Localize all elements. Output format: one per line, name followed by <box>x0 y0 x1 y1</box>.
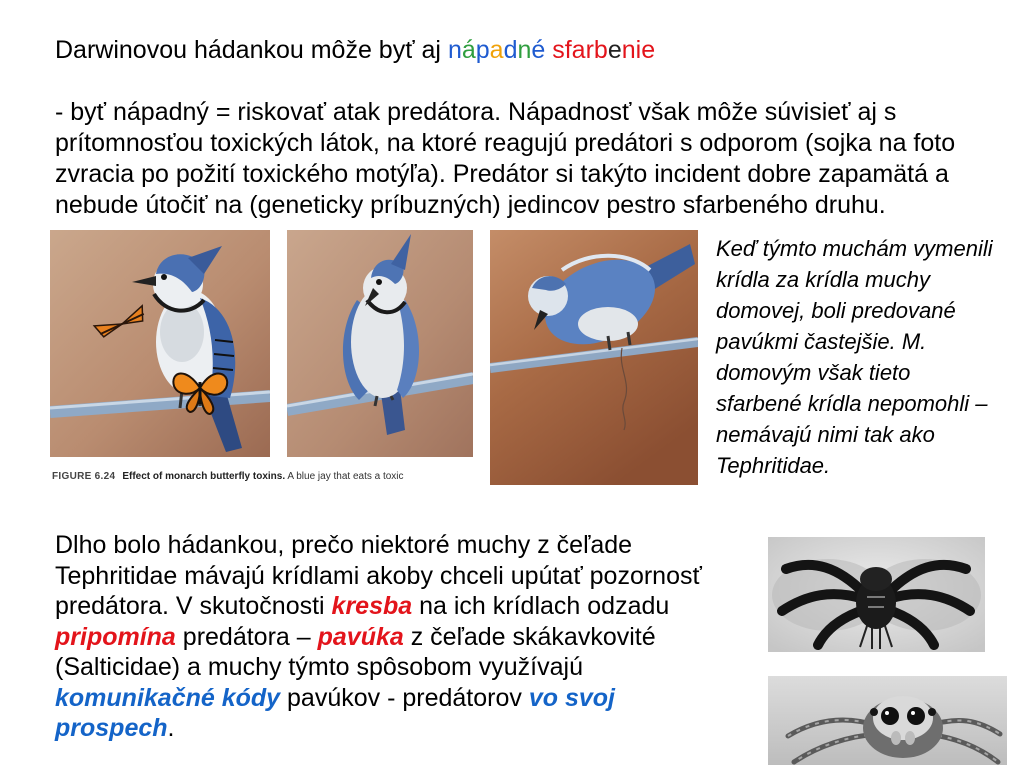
side-note-line: krídla za krídla muchy <box>716 267 930 292</box>
title-highlight-letter: p <box>475 36 490 64</box>
intro-paragraph <box>55 97 955 221</box>
figure-caption <box>52 470 404 484</box>
title-highlight-letter: é <box>531 36 553 64</box>
side-note-line: pavúkmi častejšie. M. <box>716 329 927 354</box>
intro-line: - byť nápadný = riskovať atak predátora. Nápadnosť však môže súvisieť aj s <box>55 98 897 126</box>
body-text: na ich krídlach odzadu <box>412 592 670 620</box>
body-text: predátora. V skutočnosti <box>55 592 332 620</box>
intro-line: zvracia po požití toxického motýľa). Predátor si takýto incident dobre zapamätá a <box>55 160 949 188</box>
photo-jumping-spider <box>768 676 1007 765</box>
body-text: (Salticidae) a muchy týmto spôsobom využívajú <box>55 653 583 681</box>
body-line <box>55 713 702 744</box>
body-text: z čeľade skákavkovité <box>403 622 656 651</box>
title-highlight-letter: a <box>489 36 504 64</box>
eye-highlight <box>911 711 915 715</box>
title-highlight-word: sfarb <box>552 36 608 64</box>
title-highlight-word: nie <box>621 36 656 64</box>
photo-blue-jay-with-monarch <box>50 230 270 457</box>
emphasis-red: kresba <box>331 592 413 620</box>
fly-head <box>860 567 892 591</box>
body-line <box>55 561 702 592</box>
figure-caption-text: A blue jay that eats a toxic <box>285 471 404 482</box>
body-line <box>55 622 702 653</box>
body-text: . <box>167 714 175 742</box>
intro-line: prítomnosťou toxických látok, na ktoré reagujú predátori s odporom (sojka na foto <box>55 129 956 157</box>
body-line <box>55 683 702 714</box>
bird-eye <box>376 279 382 285</box>
body-text: pavúkov - predátorov <box>280 683 529 712</box>
body-text: predátora – <box>175 622 318 651</box>
side-note-line: domovej, boli predované <box>716 298 956 323</box>
spider-eye <box>907 707 925 725</box>
figure-caption-label: FIGURE 6.24 <box>52 471 116 482</box>
spider-palp <box>891 731 901 745</box>
side-note <box>716 233 993 481</box>
body-line <box>55 591 702 622</box>
body-line <box>55 530 702 561</box>
spider-eye-small <box>870 708 878 716</box>
title-text: Darwinovou hádankou môže byť aj <box>55 36 448 64</box>
photo-blue-jay-vomiting <box>490 230 698 485</box>
photo-illustration <box>490 230 698 485</box>
emphasis-red: pripomína <box>55 622 176 651</box>
bird-eye <box>161 274 167 280</box>
side-note-line: domovým však tieto <box>716 360 911 385</box>
eye-highlight <box>885 711 889 715</box>
figure-caption-title: Effect of monarch butterfly toxins. <box>122 471 286 482</box>
body-paragraph <box>55 530 702 744</box>
body-text: Dlho bolo hádankou, prečo niektoré muchy z čeľade <box>55 531 633 559</box>
spider-eye-small <box>928 708 936 716</box>
title-highlight-letter: n <box>447 36 462 64</box>
emphasis-red: pavúka <box>317 622 404 651</box>
photo-illustration <box>768 537 985 652</box>
spider-eye <box>881 707 899 725</box>
title-highlight-letter: n <box>517 36 532 64</box>
side-note-line: Keď týmto muchám vymenili <box>716 236 993 261</box>
photo-illustration <box>287 230 473 457</box>
side-note-line: Tephritidae. <box>716 453 831 478</box>
emphasis-blue: prospech <box>55 714 168 742</box>
photo-illustration <box>50 230 270 457</box>
photo-illustration <box>768 676 1007 765</box>
body-text: Tephritidae mávajú krídlami akoby chceli upútať pozornosť <box>55 561 702 590</box>
title-highlight-letter: e <box>607 36 622 64</box>
slide-title <box>55 35 655 66</box>
emphasis-blue: vo svoj <box>528 683 615 712</box>
spider-palp <box>905 731 915 745</box>
title-highlight-letter: á <box>461 36 476 64</box>
title-highlight-letter: d <box>503 36 518 64</box>
emphasis-blue: komunikačné kódy <box>55 683 281 712</box>
body-line <box>55 652 702 683</box>
intro-line: nebude útočiť na (geneticky príbuzných) jedincov pestro sfarbeného druhu. <box>55 191 886 219</box>
side-note-line: nemávajú nimi tak ako <box>716 422 935 447</box>
side-note-line: sfarbené krídla nepomohli – <box>716 391 988 416</box>
photo-tephritid-fly <box>768 537 985 652</box>
photo-blue-jay-after-eating <box>287 230 473 457</box>
